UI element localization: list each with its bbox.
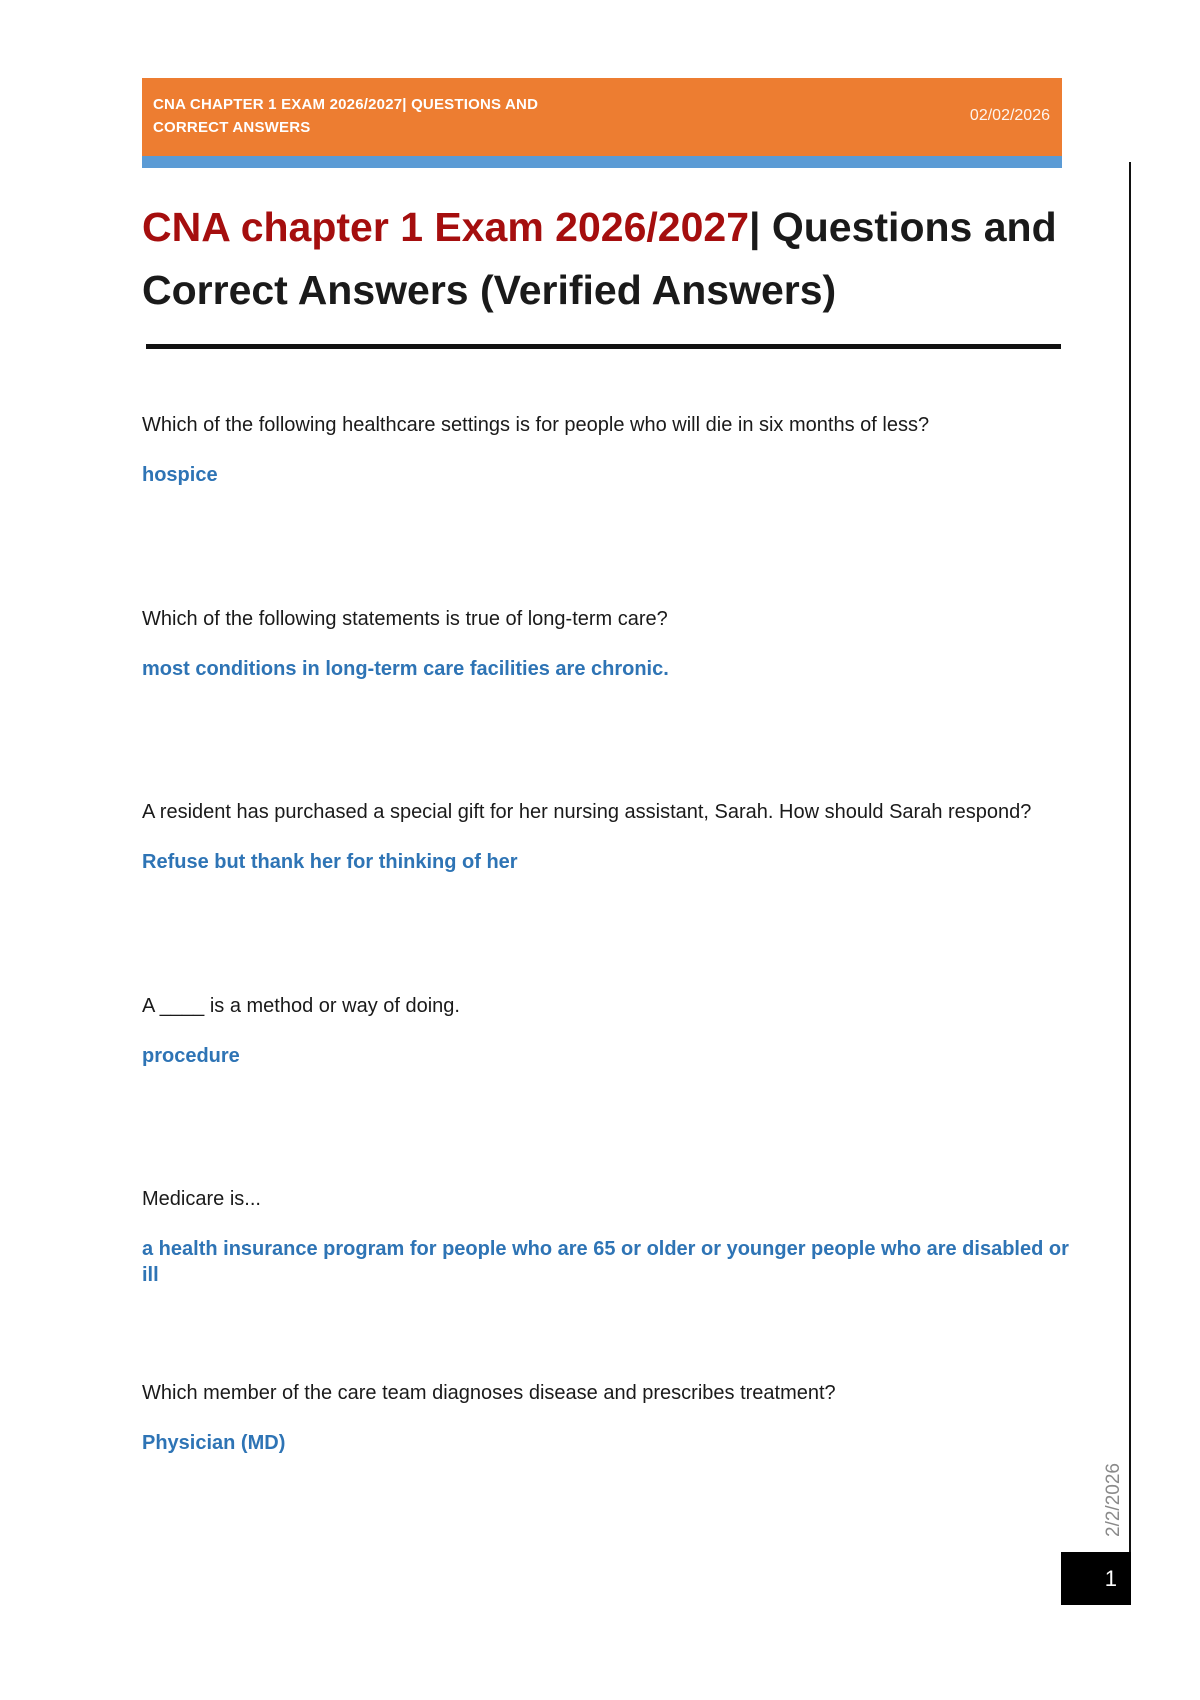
- document-title: [142, 196, 1062, 322]
- answer-text: hospice: [142, 464, 218, 486]
- page-number-badge: 1: [1061, 1552, 1131, 1605]
- question-text: Which of the following healthcare settings is for people who will die in six months of less?: [142, 414, 930, 436]
- answer-text: Refuse but thank her for thinking of her: [142, 851, 518, 873]
- question-text: A resident has purchased a special gift for her nursing assistant, Sarah. How should Sarah respond?: [142, 801, 1032, 823]
- document-title-rest: | Questions and Correct Answers (Verified Answers): [142, 204, 1057, 313]
- answer-text: a health insurance program for people who are 65 or older or younger people who are disabled or ill: [142, 1238, 1069, 1286]
- qa-item: [142, 412, 1072, 606]
- question-text: Which of the following statements is true of long-term care?: [142, 607, 668, 630]
- qa-item: [142, 1186, 1072, 1380]
- answer-text: most conditions in long-term care facilities are chronic.: [142, 657, 669, 680]
- header-title: CNA CHAPTER 1 EXAM 2026/2027| QUESTIONS AND CORRECT ANSWERS: [153, 96, 539, 136]
- qa-list: [142, 412, 1072, 1573]
- qa-item: [142, 606, 1072, 800]
- question-text: A ____ is a method or way of doing.: [142, 994, 460, 1017]
- header-accent-strip: [142, 156, 1062, 168]
- margin-rule: [1129, 162, 1131, 1552]
- answer-text: procedure: [142, 1044, 240, 1067]
- question-text: Which member of the care team diagnoses disease and prescribes treatment?: [142, 1381, 836, 1404]
- sidebar-date: 2/2/2026: [1103, 1463, 1124, 1537]
- document-title-highlight: CNA chapter 1 Exam 2026/2027: [142, 204, 749, 250]
- question-text: Medicare is...: [142, 1188, 261, 1210]
- qa-item: [142, 799, 1072, 993]
- header-date: 02/02/2026: [969, 107, 1050, 124]
- qa-item: [142, 1380, 1072, 1574]
- title-divider: [146, 344, 1061, 349]
- answer-text: Physician (MD): [142, 1431, 286, 1454]
- qa-item: [142, 993, 1072, 1187]
